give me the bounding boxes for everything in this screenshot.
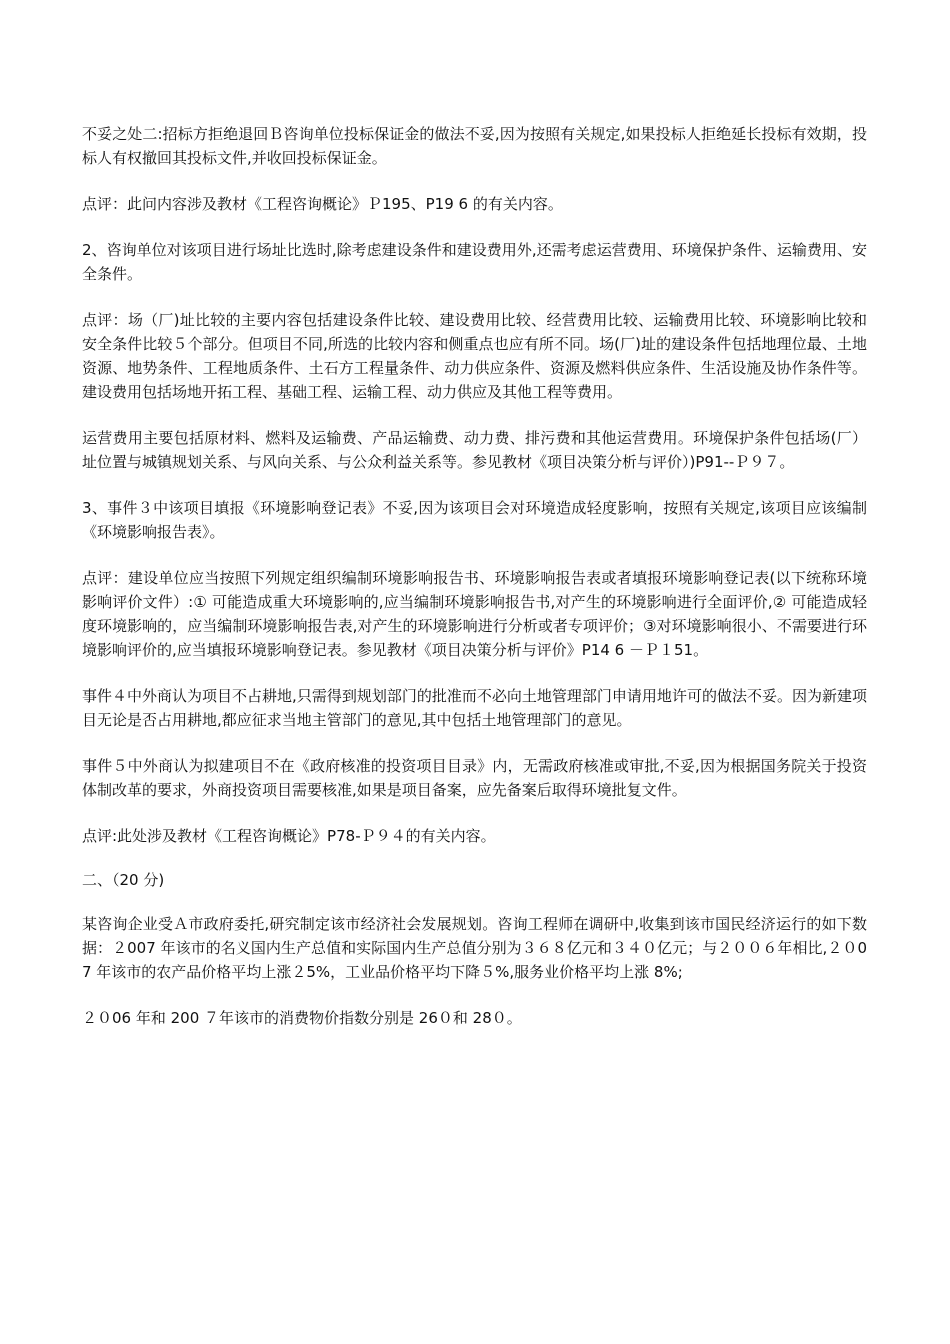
section-heading-two: 二、（20 分) (82, 871, 165, 889)
paragraph-comment-site-comparison: 点评：场（厂)址比较的主要内容包括建设条件比较、建设费用比较、经营费用比较、运输费用比较、环境影响比较和安全条件比较５个部分。但项目不同,所选的比较内容和侧重点也应有所不同。场(厂)址的建设条件包括地理位最、土地资源、地势条件、工程地质条件、土石方工程量条件、动力供应条件、资源及燃料供应条件、生活设施及协作条件等。建设费用包括场地开拓工程、基础工程、运输工程、动力供应及其他工程等费用。 (82, 311, 867, 401)
paragraph-gdp-data: 某咨询企业受Ａ市政府委托,研究制定该市经济社会发展规划。咨询工程师在调研中,收集到该市国民经济运行的如下数据：２007 年该市的名义国内生产总值和实际国内生产总值分别为３６８亿元和３４０亿元；与２００６年相比,２０07 年该市的农产品价格平均上涨２5%，工业品价格平均下降５%,服务业价格平均上涨 8%; (82, 915, 867, 981)
paragraph-event-four: 事件４中外商认为项目不占耕地,只需得到规划部门的批准而不必向土地管理部门申请用地许可的做法不妥。因为新建项目无论是否占用耕地,都应征求当地主管部门的意见,其中包括土地管理部门的意见。 (82, 687, 867, 729)
paragraph-site-selection: 2、咨询单位对该项目进行场址比选时,除考虑建设条件和建设费用外,还需考虑运营费用、环境保护条件、运输费用、安全条件。 (82, 241, 867, 283)
paragraph-objection-two: 不妥之处二:招标方拒绝退回Ｂ咨询单位投标保证金的做法不妥,因为按照有关规定,如果投标人拒绝延长投标有效期，投标人有权撤回其投标文件,并收回投标保证金。 (82, 125, 867, 167)
document-body (82, 122, 867, 1052)
paragraph-event-five: 事件５中外商认为拟建项目不在《政府核准的投资项目目录》内，无需政府核准或审批,不妥,因为根据国务院关于投资体制改革的要求，外商投资项目需要核准,如果是项目备案，应先备案后取得环境批复文件。 (82, 757, 867, 799)
paragraph-comment-p78: 点评:此处涉及教材《工程咨询概论》P78-Ｐ９４的有关内容。 (82, 827, 496, 845)
paragraph-comment-p195: 点评：此问内容涉及教材《工程咨询概论》Ｐ195、P19 6 的有关内容。 (82, 195, 563, 213)
paragraph-cpi-data: ２０06 年和 200 ７年该市的消费物价指数分别是 26０和 28０。 (82, 1009, 522, 1027)
paragraph-event-three: 3、事件３中该项目填报《环境影响登记表》不妥,因为该项目会对环境造成轻度影响，按照有关规定,该项目应该编制《环境影响报告表》。 (82, 499, 867, 541)
paragraph-comment-eia: 点评：建设单位应当按照下列规定组织编制环境影响报告书、环境影响报告表或者填报环境影响登记表(以下统称环境影响评价文件）:① 可能造成重大环境影响的,应当编制环境影响报告书,对产生的环境影响进行全面评价,② 可能造成轻度环境影响的，应当编制环境影响报告表,对产生的环境影响进行分析或者专项评价；③对环境影响很小、不需要进行环境影响评价的,应当填报环境影响登记表。参见教材《项目决策分析与评价》P14 6 －Ｐ１51。 (82, 569, 867, 659)
paragraph-operating-costs: 运营费用主要包括原材料、燃料及运输费、产品运输费、动力费、排污费和其他运营费用。环境保护条件包括场(厂）址位置与城镇规划关系、与风向关系、与公众利益关系等。参见教材《项目决策分析与评价）)P91--Ｐ９７。 (82, 429, 867, 471)
